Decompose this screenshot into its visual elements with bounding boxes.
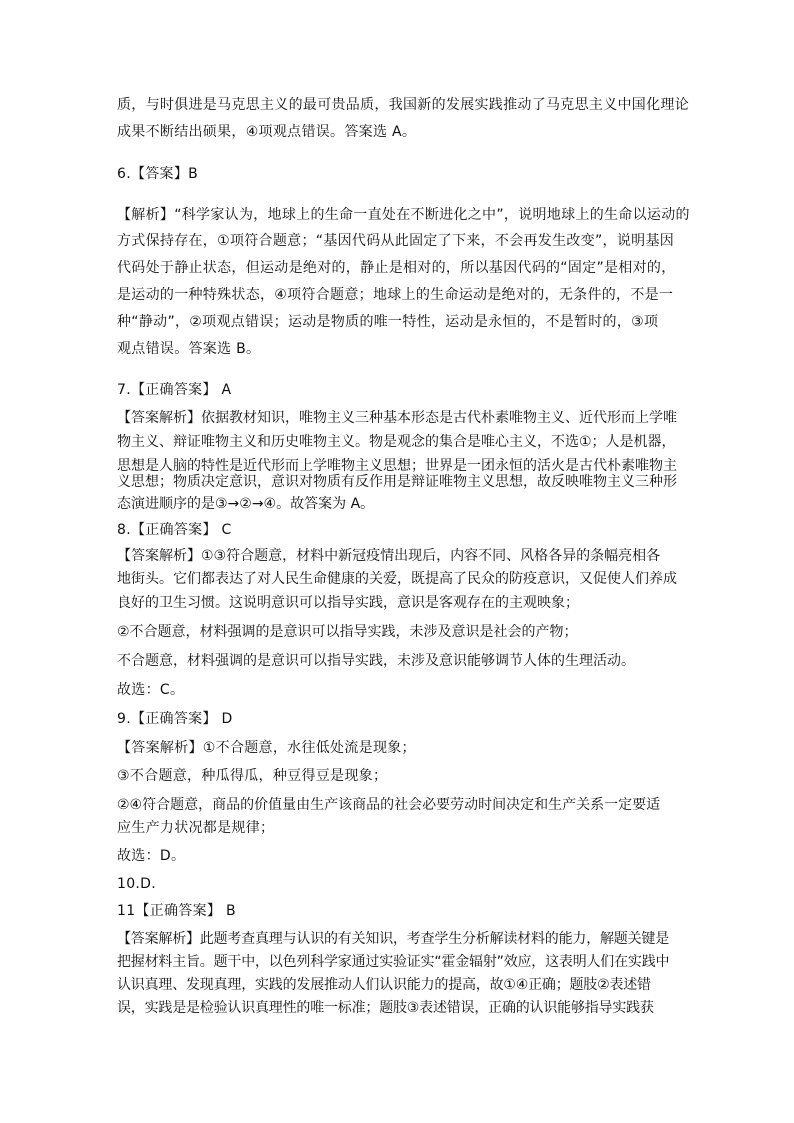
answer-heading-7: 7.【正确答案】 A — [117, 382, 232, 398]
text-line: 把握材料主旨。题干中，以色列科学家通过实验证实“霍金辐射”效应，这表明人们在实践中 — [117, 954, 670, 970]
answer-heading-9: 9.【正确答案】 D — [117, 711, 233, 727]
text-line: ②④符合题意，商品的价值量由生产该商品的社会必要劳动时间决定和生产关系一定要适 — [117, 797, 661, 813]
answer-heading-11: 11【正确答案】 B — [117, 903, 236, 919]
text-line: 是运动的一种特殊状态，④项符合题意；地球上的生命运动是绝对的，无条件的，不是一 — [117, 287, 674, 303]
answer-heading-6: 6.【答案】B — [117, 166, 199, 182]
text-line: 质，与时俱进是马克思主义的最可贵品质，我国新的发展实践推动了马克思主义中国化理论 — [117, 97, 689, 113]
text-line: 认识真理、发现真理，实践的发展推动人们认识能力的提高，故①④正确；题肢②表述错 — [117, 977, 651, 993]
text-line: 【答案解析】依据教材知识，唯物主义三种基本形态是古代朴素唯物主义、近代形而上学唯 — [117, 410, 677, 426]
answer-heading-8: 8.【正确答案】 C — [117, 522, 232, 538]
text-line: 义思想；物质决定意识，意识对物质有反作用是辩证唯物主义思想，故反映唯物主义三种形 — [117, 474, 677, 490]
text-line: 良好的卫生习惯。这说明意识可以指导实践，意识是客观存在的主观映象； — [117, 595, 579, 611]
text-line: 故选：D。 — [117, 848, 186, 864]
text-line: 【答案解析】此题考查真理与认识的有关知识，考查学生分析解读材料的能力，解题关键是 — [117, 931, 669, 947]
text-line: 【解析】“科学家认为，地球上的生命一直处在不断进化之中”，说明地球上的生命以运动的 — [117, 207, 690, 223]
text-line: 成果不断结出硕果，④项观点错误。答案选 A。 — [117, 124, 417, 140]
answer-heading-10: 10.D. — [117, 876, 156, 892]
text-line: ③不合题意，种瓜得瓜，种豆得豆是现象； — [117, 768, 388, 784]
text-line: 观点错误。答案选 B。 — [117, 341, 261, 357]
text-line: 误，实践是是检验认识真理性的唯一标准；题肢③表述错误，正确的认识能够指导实践获 — [117, 1000, 654, 1016]
text-line: 思想是人脑的特性是近代形而上学唯物主义思想；世界是一团永恒的活火是古代朴素唯物主 — [117, 458, 677, 474]
text-line: 【答案解析】①③符合题意，材料中新冠疫情出现后，内容不同、风格各异的条幅亮相各 — [117, 548, 661, 564]
text-line: 不合题意，材料强调的是意识可以指导实践，未涉及意识能够调节人体的生理活动。 — [117, 653, 635, 669]
text-line: 应生产力状况都是规律； — [117, 820, 275, 836]
text-line: 代码处于静止状态，但运动是绝对的，静止是相对的，所以基因代码的“固定”是相对的， — [117, 260, 676, 276]
text-line: 方式保持存在，①项符合题意；“基因代码从此固定了下来，不会再发生改变”，说明基因 — [117, 233, 675, 249]
text-line: 地街头。它们都表达了对人民生命健康的关爱，既提高了民众的防疫意识，又促使人们养成 — [117, 571, 677, 587]
text-line: 【答案解析】①不合题意，水往低处流是现象； — [117, 740, 416, 756]
text-line: 故选：C。 — [117, 682, 185, 698]
text-line: 种“静动”，②项观点错误；运动是物质的唯一特性，运动是永恒的，不是暂时的，③项 — [117, 314, 659, 330]
text-line: ②不合题意，材料强调的是意识可以指导实践，未涉及意识是社会的产物； — [117, 624, 578, 640]
text-line: 态演进顺序的是③→②→④。故答案为 A。 — [117, 496, 375, 512]
text-line: 物主义、辩证唯物主义和历史唯物主义。物是观念的集合是唯心主义，不选①；人是机器， — [117, 434, 676, 450]
